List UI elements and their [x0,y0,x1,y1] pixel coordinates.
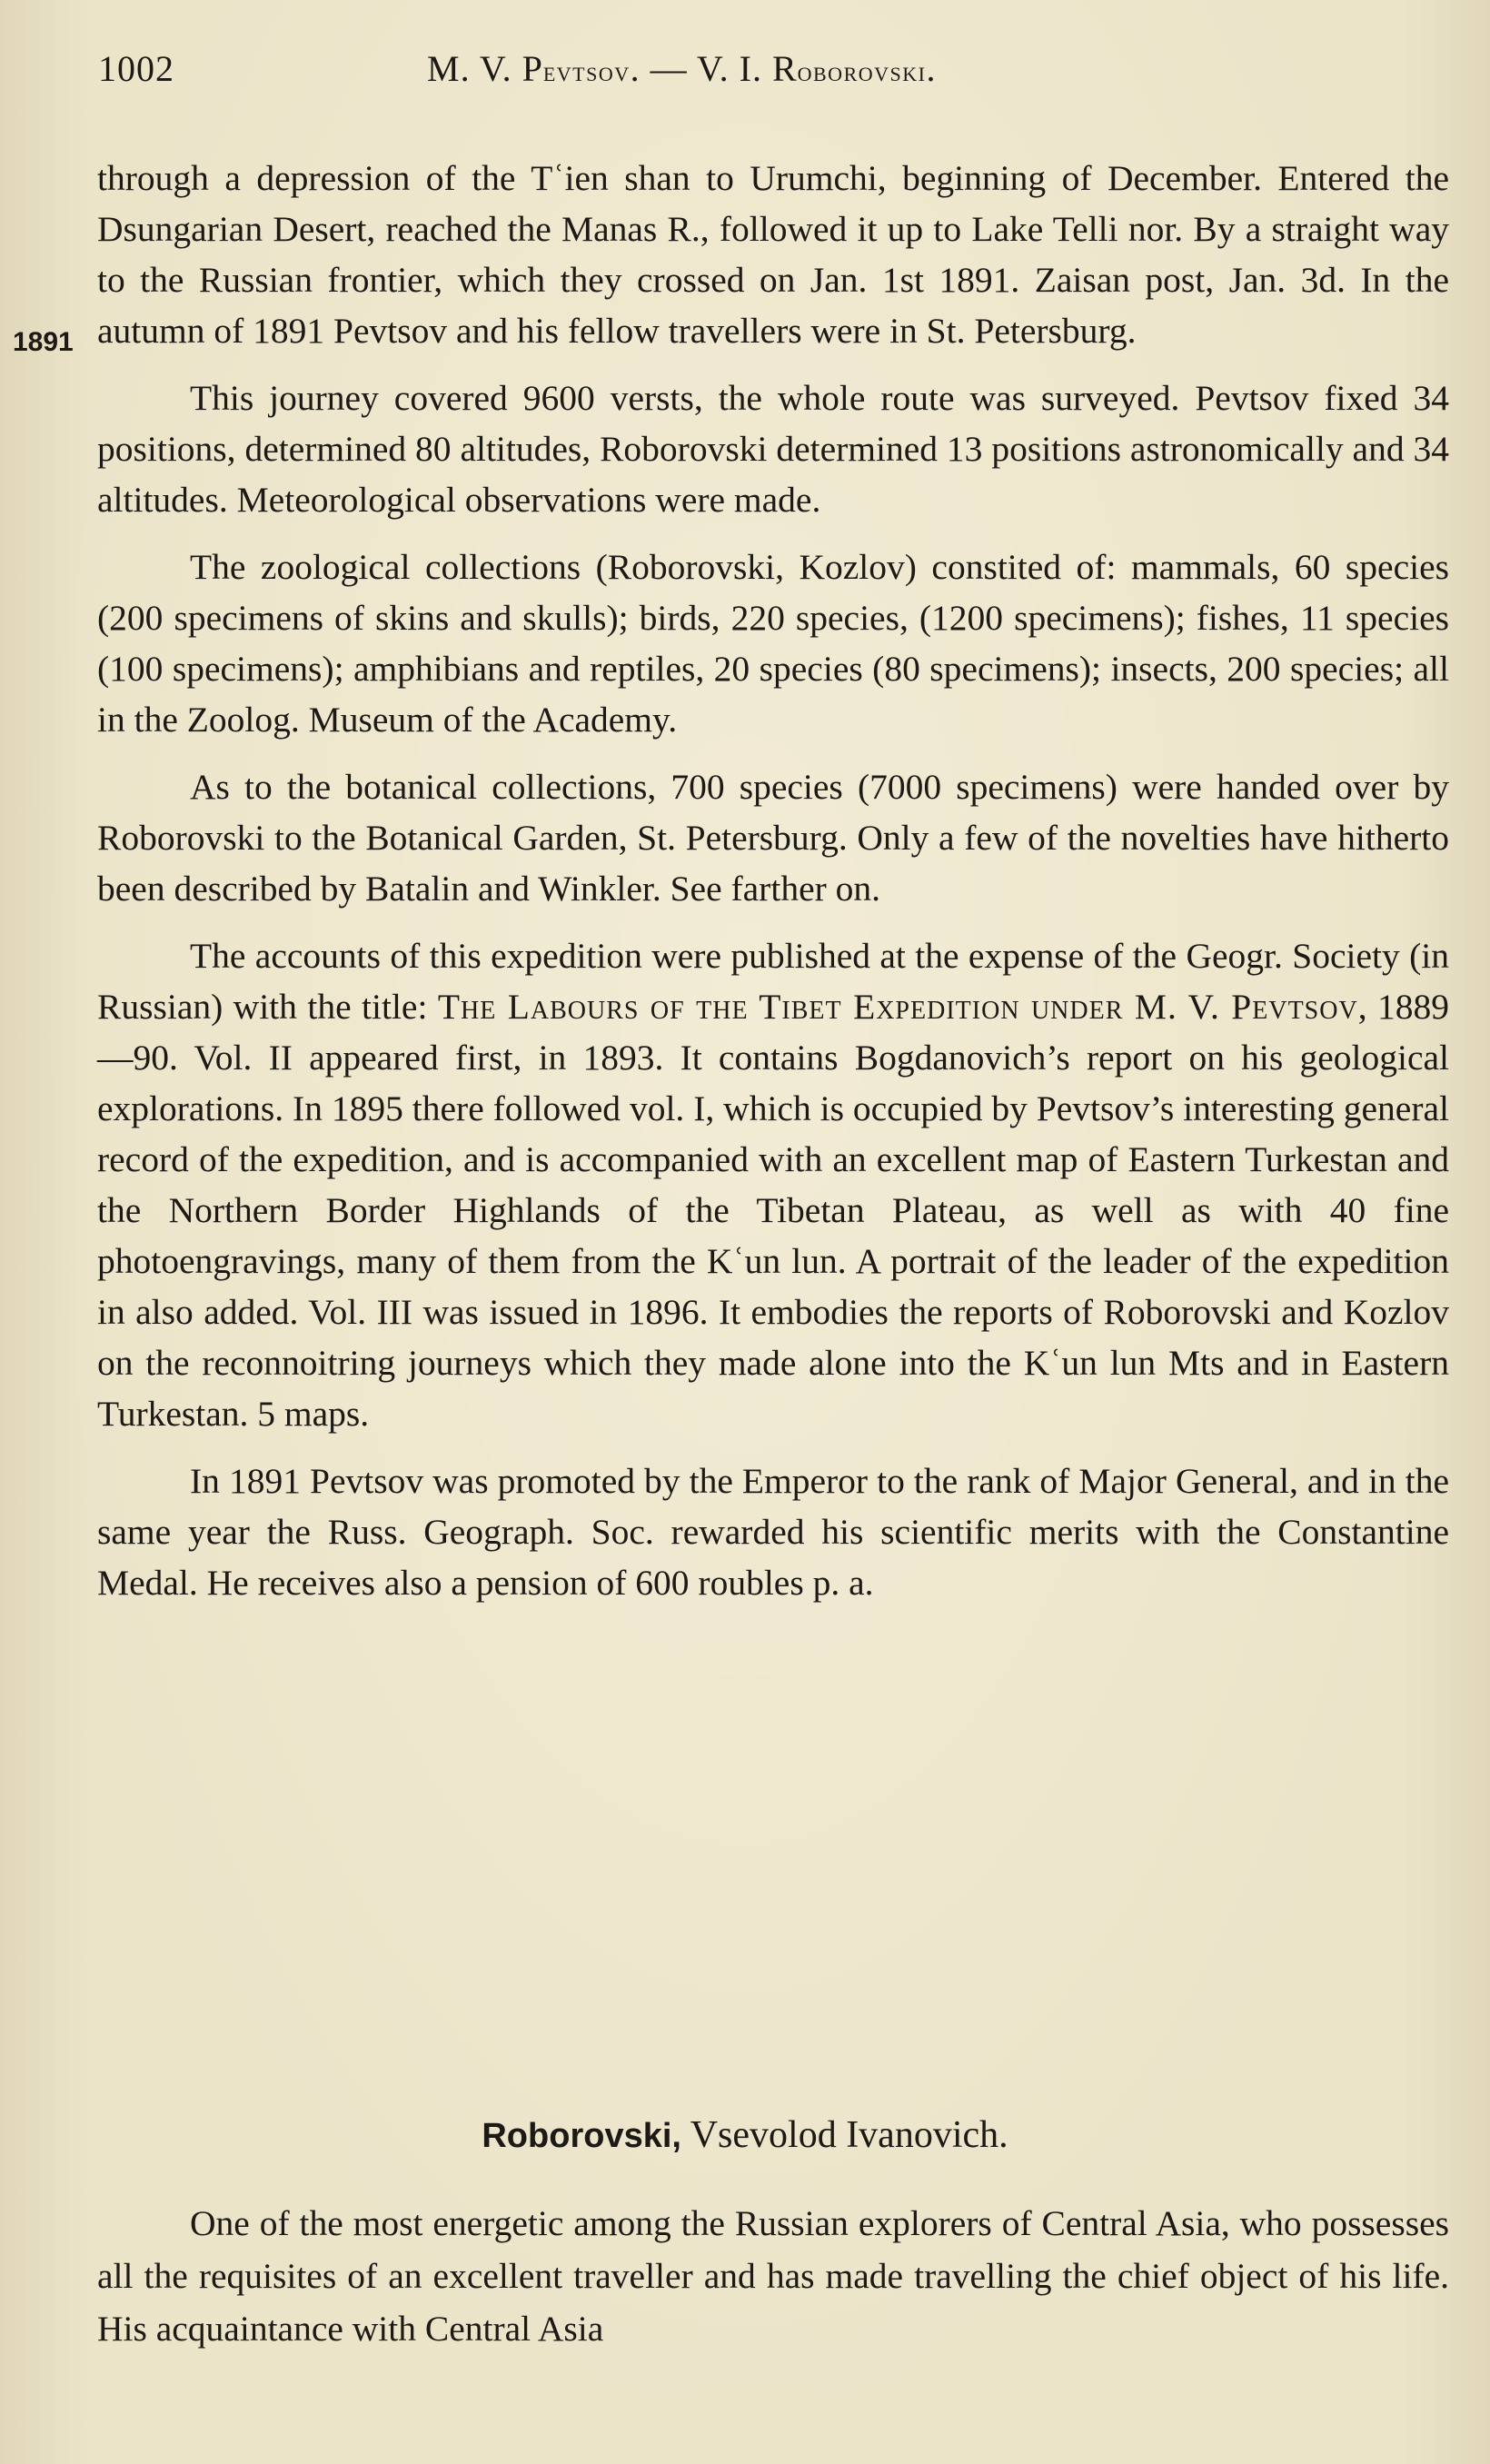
paragraph-journey-survey: This journey covered 9600 versts, the whole route was surveyed. Pevtsov fixed 34 positions, determined 80 altitudes, Roborovski determined 13 positions astronomically and 34 altitudes. Meteorological observations were made. [97,378,1449,520]
page-number: 1002 [98,48,174,89]
running-head-prefix: M. V. P [427,48,543,89]
paragraph-botanical-collections: As to the botanical collections, 700 species (7000 specimens) were handed over by Roborovski to the Botanical Garden, St. Petersburg. Only a few of the novelties have hitherto been described by Batalin and Winkler. See farther on. [97,767,1449,909]
section-text [97,2197,1449,2355]
running-head-sc-roborovski: oborovski [797,55,927,87]
running-head-mid: . — V. I. R [630,48,798,89]
running-head [427,47,936,90]
paragraph-route-continuation: through a depression of the Tʿien shan to Urumchi, beginning of December. Entered the Dsungarian Desert, reached the Manas R., followed it up to Lake Telli nor. By a straight way to the Russian frontier, which they crossed on Jan. 1st 1891. Zaisan post, Jan. 3d. In the autumn of 1891 Pevtsov and his fellow travellers were in St. Petersburg. [97,158,1449,351]
paragraph-zoological-collections: The zoological collections (Roborovski, Kozlov) constited of: mammals, 60 species (200 specimens of skins and skulls); birds, 220 species, (1200 specimens); fishes, 11 species (100 specimens); amphibians and reptiles, 20 species (80 specimens); insects, 200 species; all in the Zoolog. Museum of the Academy. [97,547,1449,740]
publications-text-start: The accounts of this expedition were published at the expense of the Geogr. Society (in Russian) with the title: [97,936,1449,1027]
page-header [98,47,1461,102]
running-head-suffix: . [926,48,937,89]
section-heading-given-names: Vsevolod Ivanovich. [680,2114,1008,2156]
paragraph-roborovski-intro: One of the most energetic among the Russian explorers of Central Asia, who possesses all the requisites of an excellent traveller and has made travelling the chief object of his life. His acquaintance with Central Asia [97,2203,1449,2349]
publications-text-end: , 1889—90. Vol. II appeared first, in 1893. It contains Bogdanovich’s report on his geological explorations. In 1895 there followed vol. I, which is occupied by Pevtsov’s interesting general record of the expedition, and is accompanied with an excellent map of Eastern Turkestan and the Northern Border Highlands of the Tibetan Plateau, as well as with 40 fine photoengravings, many of them from the Kʿun lun. A portrait of the leader of the expedition in also added. Vol. III was issued in 1896. It embodies the reports of Roborovski and Kozlov on the reconnoitring journeys which they made alone into the Kʿun lun Mts and in Eastern Turkestan. 5 maps. [97,987,1450,1434]
section-heading-surname: Roborovski, [482,2117,681,2155]
publication-title: The Labours of the Tibet Expedition under M. V. Pevtsov [437,987,1358,1027]
paragraph-publications [97,930,1449,1439]
section-heading-roborovski [0,2113,1490,2157]
main-text [97,153,1449,1624]
paragraph-promotion-honours: In 1891 Pevtsov was promoted by the Emperor to the rank of Major General, and in the same year the Russ. Geograph. Soc. rewarded his scientific merits with the Constantine Medal. He receives also a pension of 600 roubles p. a. [97,1461,1449,1603]
margin-year-note: 1891 [13,327,74,357]
running-head-sc-pevtsov: evtsov [542,55,631,87]
